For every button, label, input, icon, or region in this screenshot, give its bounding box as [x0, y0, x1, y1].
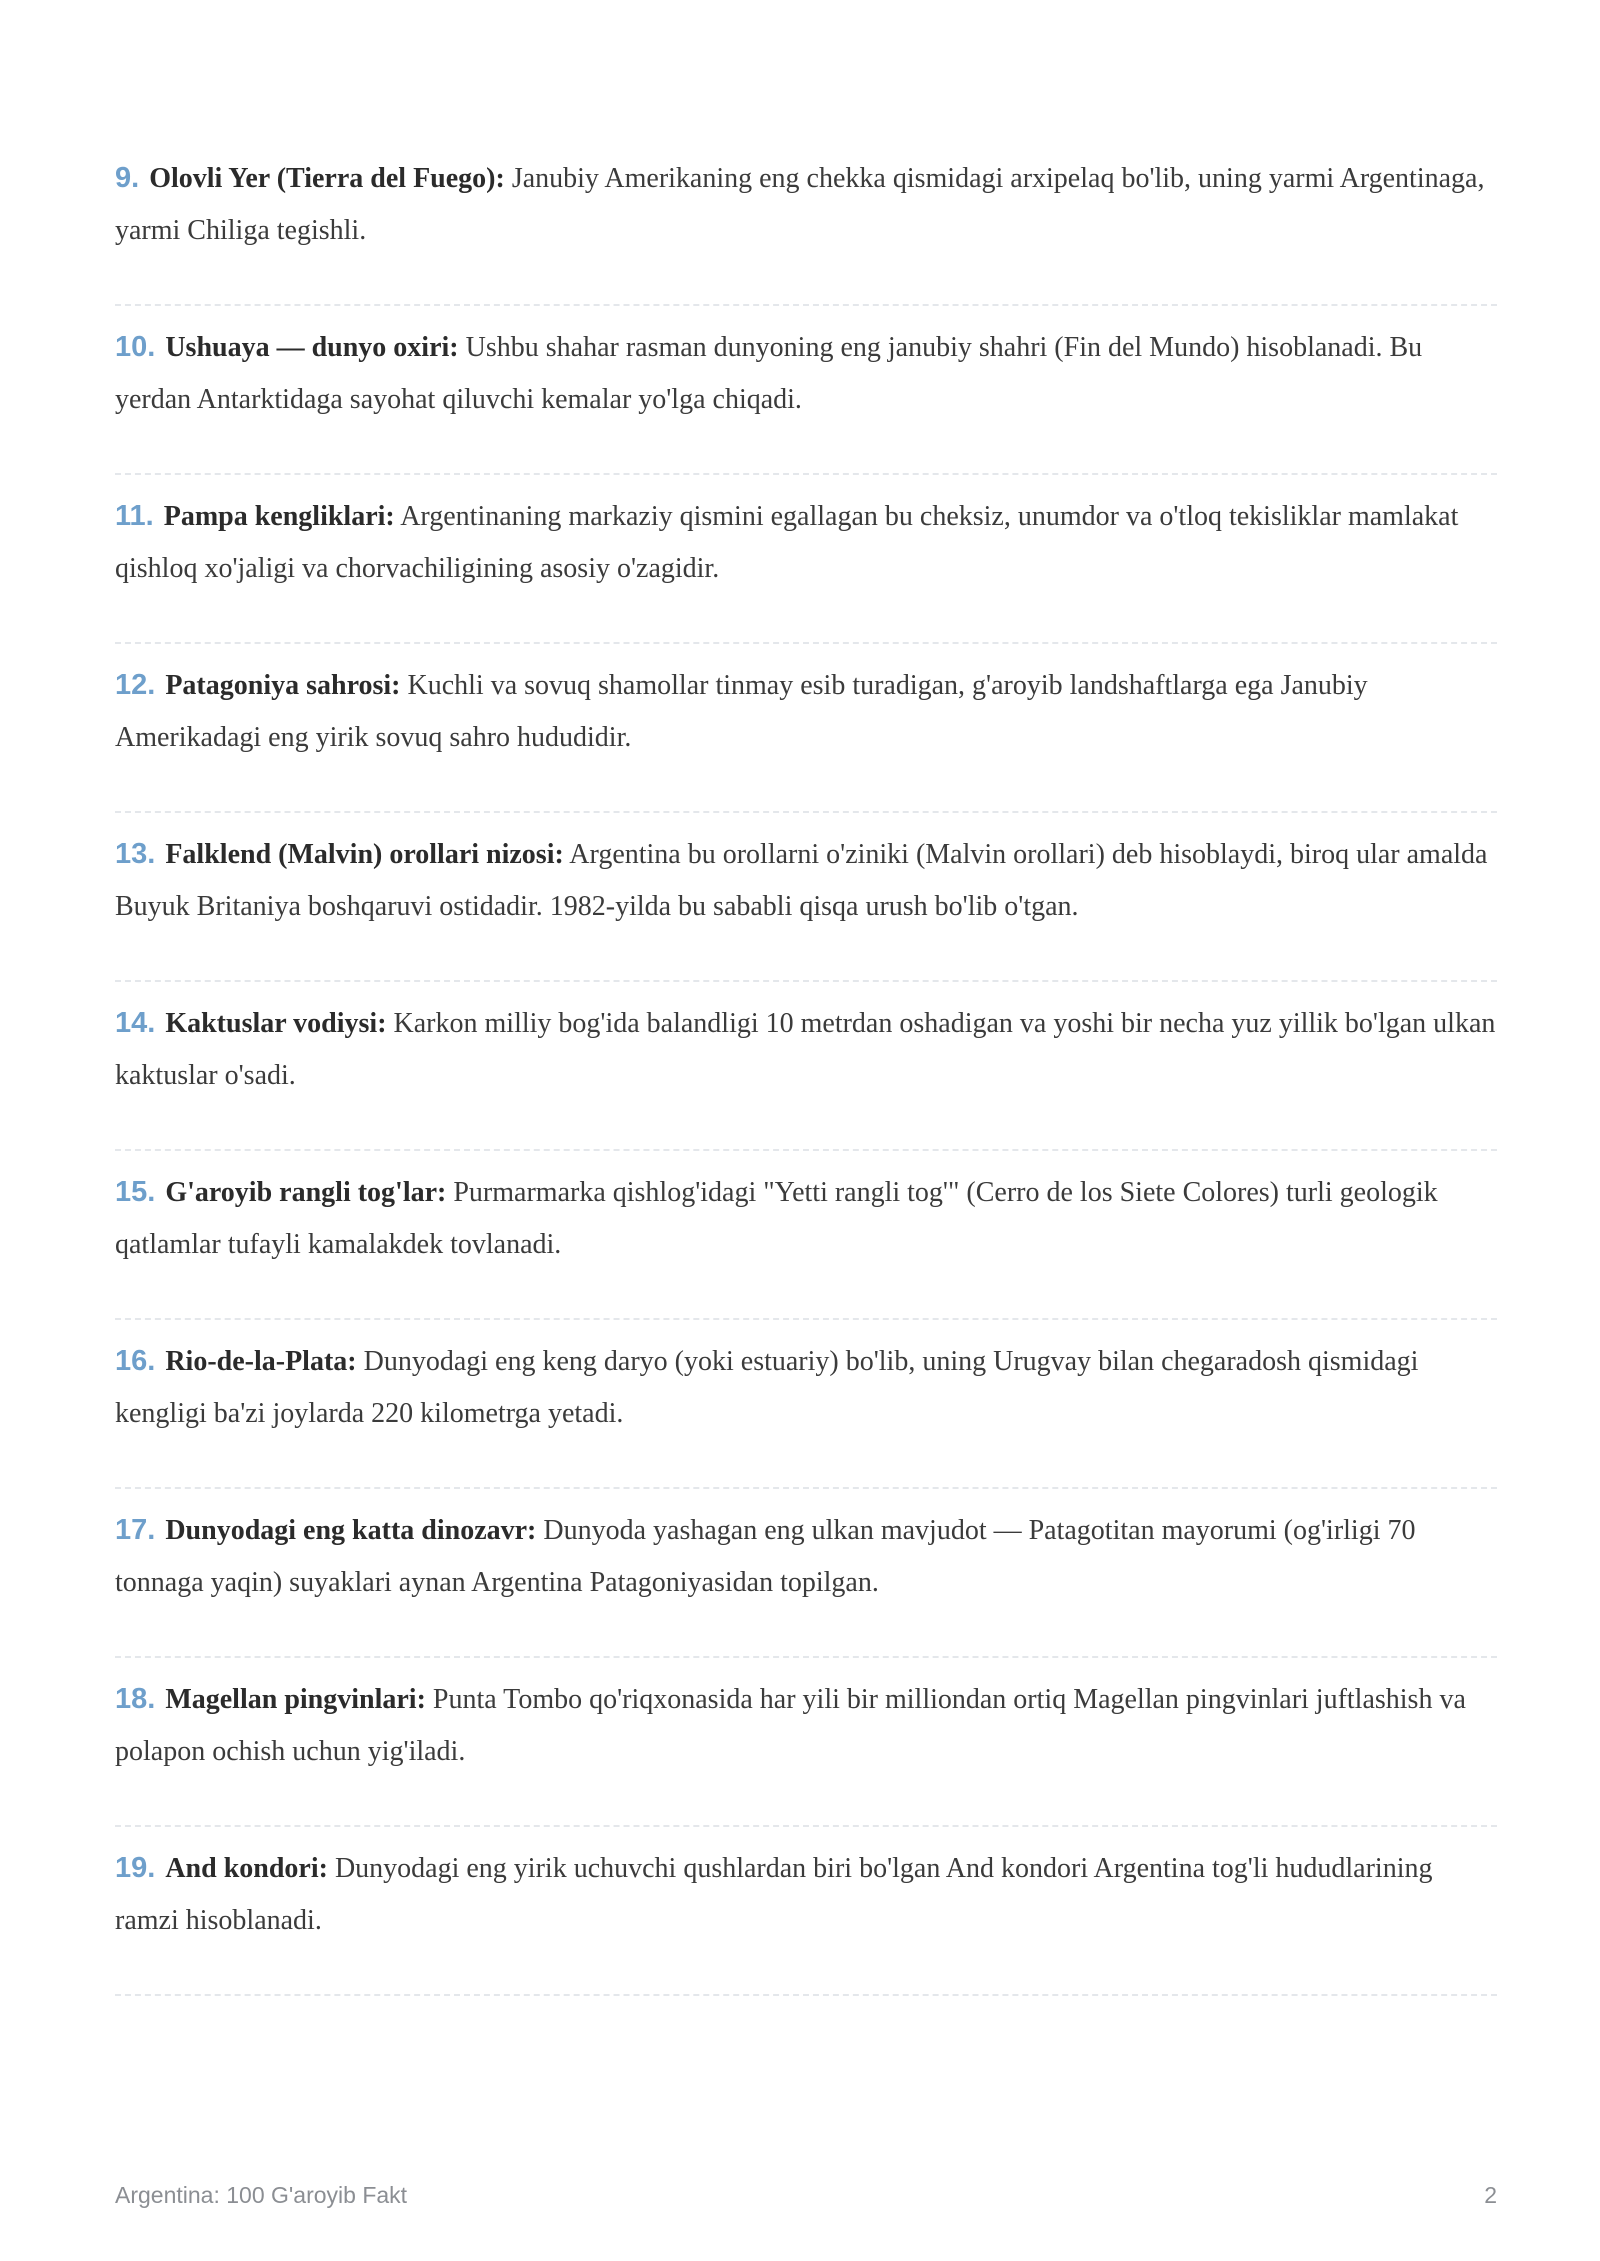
fact-number: 13. [115, 838, 156, 870]
fact-paragraph [115, 1504, 1497, 1609]
fact-title: G'aroyib rangli tog'lar: [165, 1177, 447, 1208]
fact-title: Falklend (Malvin) orollari nizosi: [165, 839, 564, 870]
fact-body: Kuchli va sovuq shamollar tinmay esib turadigan, g'aroyib landshaftlarga ega Janubiy Amerikadagi eng yirik sovuq sahro hududidir. [115, 670, 1368, 753]
fact-title: Rio-de-la-Plata: [165, 1346, 357, 1377]
fact-paragraph [115, 1673, 1497, 1778]
fact-title: Ushuaya — dunyo oxiri: [165, 332, 459, 363]
fact-item [115, 475, 1497, 644]
fact-paragraph [115, 997, 1497, 1102]
fact-number: 10. [115, 331, 156, 363]
fact-title: Dunyodagi eng katta dinozavr: [165, 1515, 537, 1546]
fact-item [115, 813, 1497, 982]
fact-number: 17. [115, 1514, 156, 1546]
fact-paragraph [115, 659, 1497, 764]
fact-title: Patagoniya sahrosi: [165, 670, 401, 701]
fact-body: Argentina bu orollarni o'ziniki (Malvin orollari) deb hisoblaydi, biroq ular amalda Buyuk Britaniya boshqaruvi ostidadir. 1982-yilda bu sababli qisqa urush bo'lib o'tgan. [115, 839, 1488, 922]
fact-item [115, 1151, 1497, 1320]
page-number: 2 [1484, 2182, 1497, 2208]
fact-title: Kaktuslar vodiysi: [165, 1008, 387, 1039]
fact-item [115, 644, 1497, 813]
fact-title: And kondori: [165, 1853, 328, 1884]
fact-number: 14. [115, 1007, 156, 1039]
fact-item [115, 1658, 1497, 1827]
fact-body: Dunyodagi eng keng daryo (yoki estuariy) bo'lib, uning Urugvay bilan chegaradosh qismidagi kengligi ba'zi joylarda 220 kilometrga yetadi. [115, 1346, 1419, 1429]
fact-paragraph [115, 490, 1497, 595]
fact-title: Olovli Yer (Tierra del Fuego): [149, 163, 505, 194]
fact-number: 15. [115, 1176, 156, 1208]
fact-paragraph [115, 321, 1497, 426]
fact-item [115, 1827, 1497, 1996]
fact-paragraph [115, 828, 1497, 933]
fact-item [115, 137, 1497, 306]
fact-number: 9. [115, 162, 140, 194]
fact-body: Punta Tombo qo'riqxonasida har yili bir milliondan ortiq Magellan pingvinlari juftlashish va polapon ochish uchun yig'iladi. [115, 1684, 1466, 1767]
fact-paragraph [115, 1335, 1497, 1440]
fact-body: Ushbu shahar rasman dunyoning eng janubiy shahri (Fin del Mundo) hisoblanadi. Bu yerdan Antarktidaga sayohat qiluvchi kemalar yo'lga chiqadi. [115, 332, 1423, 415]
fact-body: Purmarmarka qishlog'idagi "Yetti rangli tog'" (Cerro de los Siete Colores) turli geologik qatlamlar tufayli kamalakdek tovlanadi. [115, 1177, 1438, 1260]
fact-item [115, 306, 1497, 475]
fact-number: 19. [115, 1852, 156, 1884]
fact-body: Karkon milliy bog'ida balandligi 10 metrdan oshadigan va yoshi bir necha yuz yillik bo'lgan ulkan kaktuslar o'sadi. [115, 1008, 1496, 1091]
fact-paragraph [115, 1166, 1497, 1271]
fact-title: Magellan pingvinlari: [165, 1684, 426, 1715]
fact-item [115, 1320, 1497, 1489]
fact-number: 11. [115, 500, 154, 532]
fact-number: 12. [115, 669, 156, 701]
fact-body: Dunyodagi eng yirik uchuvchi qushlardan biri bo'lgan And kondori Argentina tog'li hududlarining ramzi hisoblanadi. [115, 1853, 1433, 1936]
fact-title: Pampa kengliklari: [163, 501, 395, 532]
fact-body: Argentinaning markaziy qismini egallagan bu cheksiz, unumdor va o'tloq tekisliklar mamlakat qishloq xo'jaligi va chorvachiligining asosiy o'zagidir. [115, 501, 1459, 584]
fact-list [115, 137, 1497, 1996]
fact-number: 18. [115, 1683, 156, 1715]
fact-item [115, 1489, 1497, 1658]
fact-number: 16. [115, 1345, 156, 1377]
fact-paragraph [115, 152, 1497, 257]
fact-body: Janubiy Amerikaning eng chekka qismidagi arxipelaq bo'lib, uning yarmi Argentinaga, yarmi Chiliga tegishli. [115, 163, 1485, 246]
fact-item [115, 982, 1497, 1151]
fact-paragraph [115, 1842, 1497, 1947]
fact-body: Dunyoda yashagan eng ulkan mavjudot — Patagotitan mayorumi (og'irligi 70 tonnaga yaqin) suyaklari aynan Argentina Patagoniyasidan topilgan. [115, 1515, 1416, 1598]
footer-title: Argentina: 100 G'aroyib Fakt [115, 2182, 408, 2208]
